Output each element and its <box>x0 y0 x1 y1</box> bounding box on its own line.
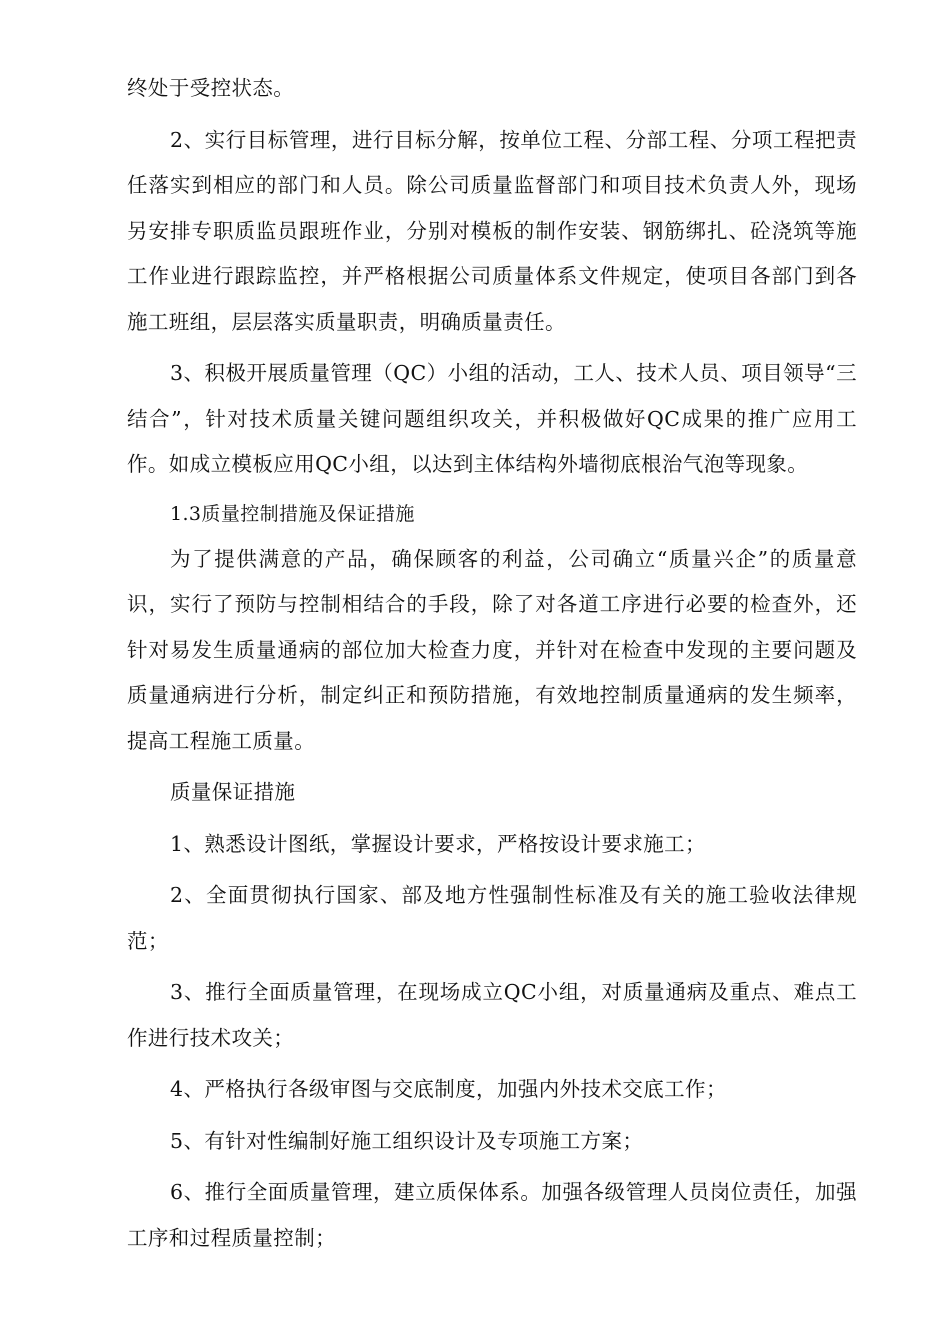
paragraph-continuation: 终处于受控状态。 <box>127 76 295 100</box>
list-item-4: 4、严格执行各级审图与交底制度，加强内外技术交底工作； <box>170 1077 727 1101</box>
paragraph-target-management: 2、实行目标管理，进行目标分解，按单位工程、分部工程、分项工程把责任落实到相应的部门和人员。除公司质量监督部门和项目技术负责人外，现场另安排专职质监员跟班作业，分别对模板的制作安装、钢筋绑扎、砼浇筑等施工作业进行跟踪监控，并严格根据公司质量体系文件规定，使项目各部门到各施工班组，层层落实质量职责，明确质量责任。 <box>127 127 857 334</box>
list-item-5: 5、有针对性编制好施工组织设计及专项施工方案； <box>170 1128 644 1153</box>
subheading-quality-assurance: 质量保证措施 <box>170 780 296 804</box>
document-body <box>127 66 857 1261</box>
list-item-6: 6、推行全面质量管理，建立质保体系。加强各级管理人员岗位责任，加强工序和过程质量控制； <box>127 1180 857 1250</box>
list-item-3: 3、推行全面质量管理，在现场成立QC小组，对质量通病及重点、难点工作进行技术攻关； <box>127 980 857 1050</box>
paragraph-quality-intro: 为了提供满意的产品，确保顾客的利益，公司确立“质量兴企”的质量意识，实行了预防与控制相结合的手段，除了对各道工序进行必要的检查外，还针对易发生质量通病的部位加大检查力度，并针对在检查中发现的主要问题及质量通病进行分析，制定纠正和预防措施，有效地控制质量通病的发生频率，提高工程施工质量。 <box>127 546 857 753</box>
section-heading: 1.3质量控制措施及保证措施 <box>170 502 415 525</box>
list-item-2: 2、全面贯彻执行国家、部及地方性强制性标准及有关的施工验收法律规范； <box>127 883 857 953</box>
paragraph-qc-group: 3、积极开展质量管理（QC）小组的活动，工人、技术人员、项目领导“三结合”，针对技术质量关键问题组织攻关，并积极做好QC成果的推广应用工作。如成立模板应用QC小组，以达到主体结构外墙彻底根治气泡等现象。 <box>127 361 857 476</box>
list-item-1: 1、熟悉设计图纸，掌握设计要求，严格按设计要求施工； <box>170 831 706 856</box>
